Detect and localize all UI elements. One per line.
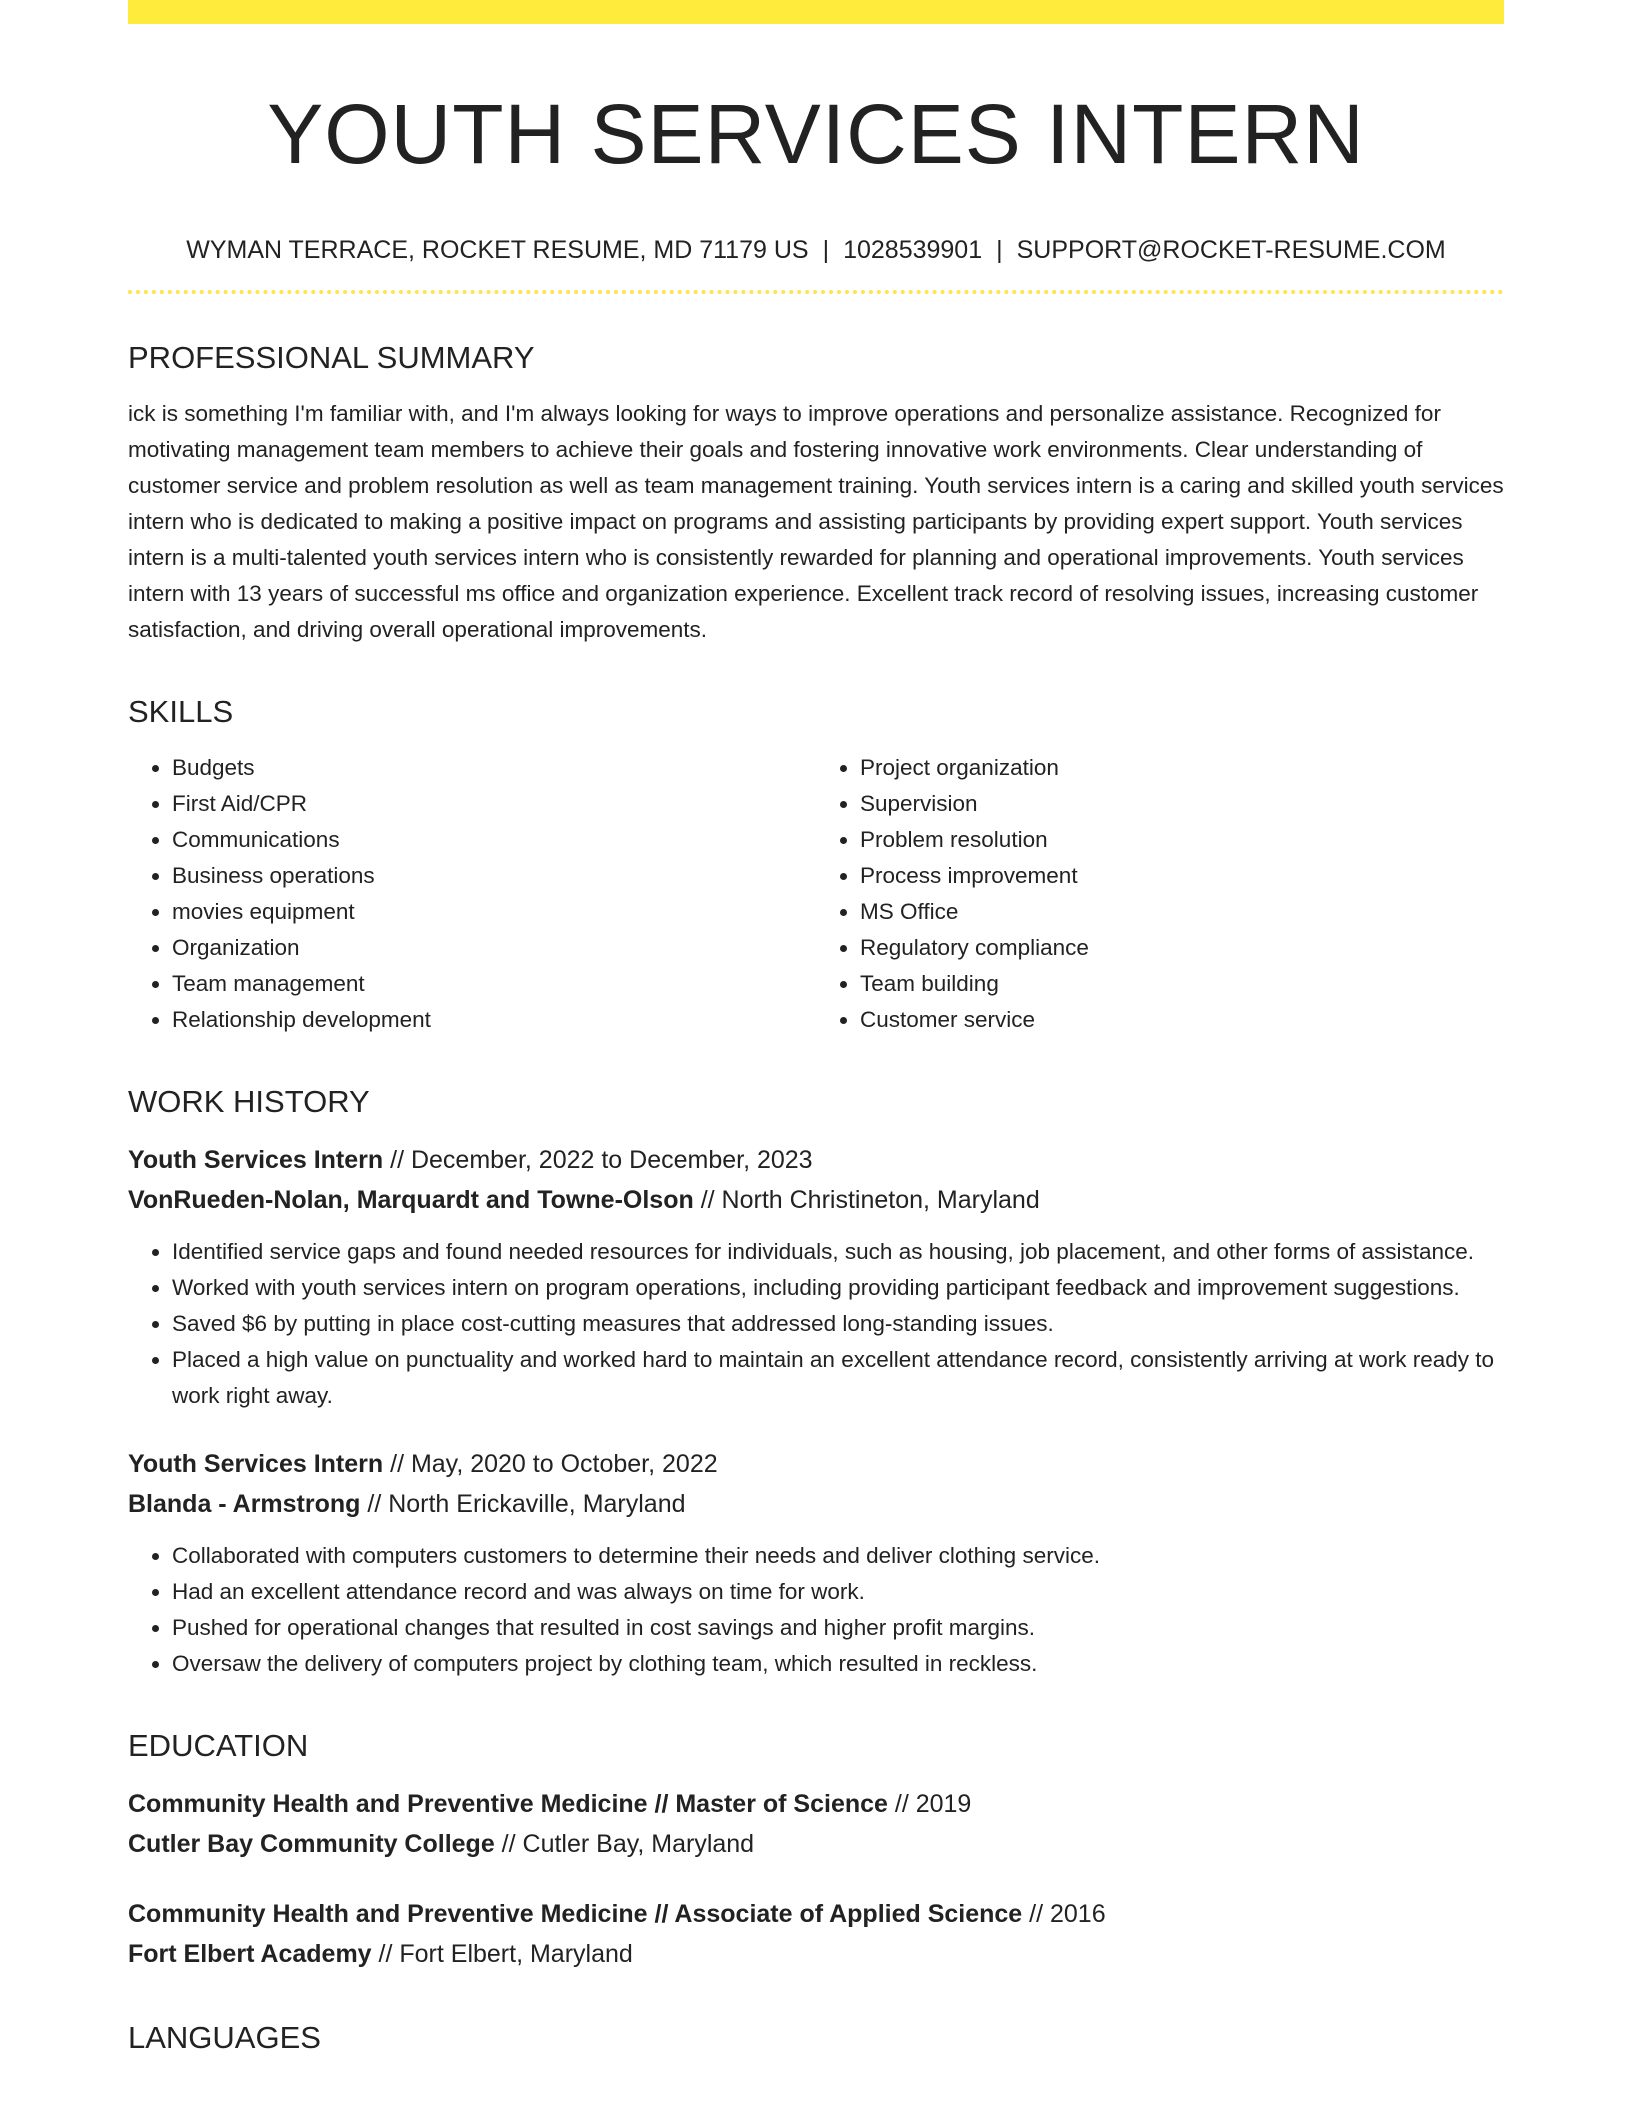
skill-item: • Team building [860,966,1504,1002]
education-location: // Cutler Bay, Maryland [494,1830,755,1858]
job-company-line [128,1484,1504,1524]
education-degree: Community Health and Preventive Medicine // Master of Science [128,1790,888,1818]
education-entry [128,1784,1504,1864]
education-school-line [128,1824,1504,1864]
job-location: // North Erickaville, Maryland [360,1490,686,1518]
top-accent-bar [128,0,1504,24]
summary-heading: PROFESSIONAL SUMMARY [128,340,535,375]
job-title: Youth Services Intern [128,1450,384,1478]
contact-email: SUPPORT@ROCKET-RESUME.COM [1016,236,1446,264]
skill-item: • Supervision [860,786,1504,822]
job-company: Blanda - Armstrong [128,1490,361,1518]
job-title: Youth Services Intern [128,1146,384,1174]
skill-item: • Process improvement [860,858,1504,894]
job-title-line [128,1444,1504,1484]
job-dates: // December, 2022 to December, 2023 [383,1146,813,1174]
contact-separator: | [822,236,830,264]
job-duty: • Placed a high value on punctuality and worked hard to maintain an excellent attendance record, consistently arriving at work ready to work right away. [172,1342,1504,1414]
skill-item: • Team management [172,966,816,1002]
education-school: Fort Elbert Academy [128,1940,372,1968]
skill-item: • movies equipment [172,894,816,930]
job-duty: • Pushed for operational changes that resulted in cost savings and higher profit margins. [172,1610,1504,1646]
contact-line [128,234,1504,266]
summary-text: ick is something I'm familiar with, and I'm always looking for ways to improve operations and personalize assistance. Recognized for motivating management team members to achieve their goals and fostering innovative work environments. Clear understanding of customer service and problem resolution as well as team management training. Youth services intern is a caring and skilled youth services intern who is dedicated to making a positive impact on programs and assisting participants by providing expert support. Youth services intern is a multi-talented youth services intern who is consistently rewarded for planning and operational improvements. Youth services intern with 13 years of successful ms office and organization experience. Excellent track record of resolving issues, increasing customer satisfaction, and driving overall operational improvements. [128,401,1504,642]
skills-left-column [128,750,816,1038]
job-company-line [128,1180,1504,1220]
header-divider [128,290,1504,294]
work-history-heading: WORK HISTORY [128,1084,370,1119]
skill-item: • MS Office [860,894,1504,930]
job-duty: • Collaborated with computers customers to determine their needs and deliver clothing service. [172,1538,1504,1574]
contact-phone: 1028539901 [843,236,983,264]
job-duty: • Oversaw the delivery of computers project by clothing team, which resulted in reckless. [172,1646,1504,1682]
education-school: Cutler Bay Community College [128,1830,495,1858]
skill-item: • Problem resolution [860,822,1504,858]
education-location: // Fort Elbert, Maryland [371,1940,633,1968]
education-degree: Community Health and Preventive Medicine // Associate of Applied Science [128,1900,1023,1928]
languages-heading: LANGUAGES [128,2020,321,2055]
skill-item: • Budgets [172,750,816,786]
contact-address: WYMAN TERRACE, ROCKET RESUME, MD 71179 US [186,236,809,264]
education-year: // 2019 [887,1790,972,1818]
skills-list [128,750,1504,1038]
education-school-line [128,1934,1504,1974]
skill-item: • Project organization [860,750,1504,786]
skill-item: • Organization [172,930,816,966]
education-degree-line [128,1894,1504,1934]
job-title-line [128,1140,1504,1180]
resume-page [128,0,1504,2058]
skill-item: • Relationship development [172,1002,816,1038]
skill-item: • First Aid/CPR [172,786,816,822]
job-duties [128,1538,1504,1682]
skills-right-column [816,750,1504,1038]
job-duty: • Saved $6 by putting in place cost-cutting measures that addressed long-standing issues. [172,1306,1504,1342]
job-entry [128,1140,1504,1414]
job-company: VonRueden-Nolan, Marquardt and Towne-Olson [128,1186,694,1214]
job-location: // North Christineton, Maryland [693,1186,1040,1214]
skill-item: • Customer service [860,1002,1504,1038]
education-degree-line [128,1784,1504,1824]
job-duty: • Worked with youth services intern on program operations, including providing participant feedback and improvement suggestions. [172,1270,1504,1306]
skill-item: • Communications [172,822,816,858]
job-duty: • Had an excellent attendance record and was always on time for work. [172,1574,1504,1610]
job-dates: // May, 2020 to October, 2022 [383,1450,718,1478]
education-year: // 2016 [1022,1900,1106,1928]
skill-item: • Business operations [172,858,816,894]
skills-heading: SKILLS [128,694,234,729]
resume-title: YOUTH SERVICES INTERN [267,87,1365,181]
education-heading: EDUCATION [128,1728,309,1763]
job-entry [128,1444,1504,1682]
contact-separator: | [996,236,1003,264]
job-duties [128,1234,1504,1414]
job-duty: • Identified service gaps and found needed resources for individuals, such as housing, job placement, and other forms of assistance. [172,1234,1504,1270]
skill-item: • Regulatory compliance [860,930,1504,966]
education-entry [128,1894,1504,1974]
